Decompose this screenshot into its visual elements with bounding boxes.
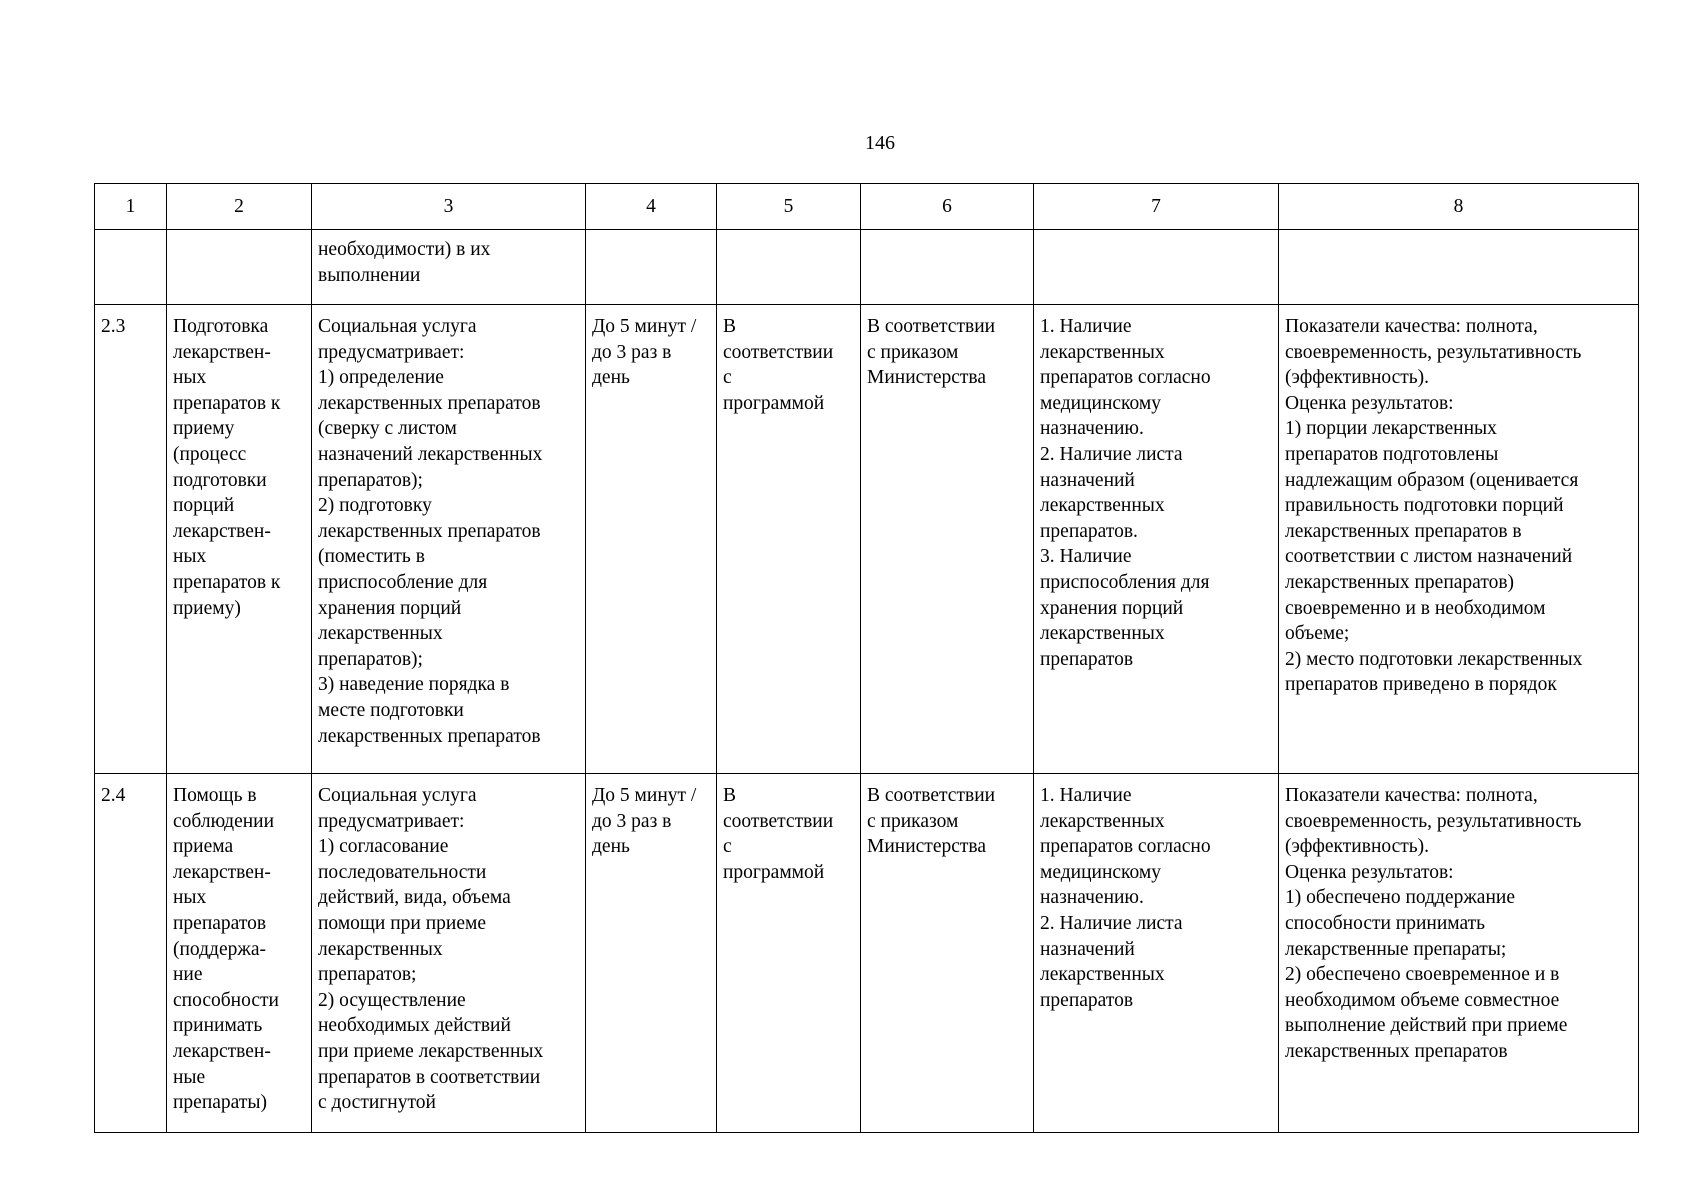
column-header: 3 xyxy=(312,184,586,230)
table-cell xyxy=(1279,230,1639,305)
column-header: 8 xyxy=(1279,184,1639,230)
table-header-row xyxy=(95,184,1639,230)
page-number: 146 xyxy=(865,132,895,154)
table-cell xyxy=(95,230,167,305)
service-description: Социальная услуга предусматривает: 1) согласование последовательности действий, вида, объема помощи при приеме лекарственных препаратов; 2) осуществление необходимых действий при приеме лекарственных препаратов в соответствии с достигнутой xyxy=(312,774,586,1133)
row-number: 2.3 xyxy=(95,305,167,774)
service-conditions: 1. Наличие лекарственных препаратов согласно медицинскому назначению. 2. Наличие листа назначений лекарственных препаратов. 3. Наличие приспособления для хранения порций лекарственных препаратов xyxy=(1034,305,1279,774)
table-cell: необходимости) в их выполнении xyxy=(312,230,586,305)
service-time: До 5 минут / до 3 раз в день xyxy=(586,305,717,774)
column-header: 7 xyxy=(1034,184,1279,230)
service-quality: Показатели качества: полнота, своевременность, результативность (эффективность). Оценка результатов: 1) обеспечено поддержание способности принимать лекарственные препараты; 2) обеспечено своевременное и в необходимом объеме совместное выполнение действий при приеме лекарственных препаратов xyxy=(1279,774,1639,1133)
service-name: Помощь в соблюдении приема лекарствен- ных препаратов (поддержа- ние способности принимать лекарствен- ные препараты) xyxy=(167,774,312,1133)
table-row xyxy=(95,305,1639,774)
column-header: 2 xyxy=(167,184,312,230)
service-quality: Показатели качества: полнота, своевременность, результативность (эффективность). Оценка результатов: 1) порции лекарственных препаратов подготовлены надлежащим образом (оценивается правильность подготовки порций лекарственных препаратов в соответствии с листом назначений лекарственных препаратов) своевременно и в необходимом объеме; 2) место подготовки лекарственных препаратов приведено в порядок xyxy=(1279,305,1639,774)
service-frequency: В соответствии с программой xyxy=(717,774,861,1133)
service-description: Социальная услуга предусматривает: 1) определение лекарственных препаратов (сверку с листом назначений лекарственных препаратов); 2) подготовку лекарственных препаратов (поместить в приспособление для хранения порций лекарственных препаратов); 3) наведение порядка в месте подготовки лекарственных препаратов xyxy=(312,305,586,774)
service-norm: В соответствии с приказом Министерства xyxy=(861,774,1034,1133)
column-header: 1 xyxy=(95,184,167,230)
services-table xyxy=(94,183,1639,1133)
table-cell xyxy=(1034,230,1279,305)
service-frequency: В соответствии с программой xyxy=(717,305,861,774)
table-cell xyxy=(717,230,861,305)
table-row xyxy=(95,230,1639,305)
service-norm: В соответствии с приказом Министерства xyxy=(861,305,1034,774)
table-row xyxy=(95,774,1639,1133)
service-conditions: 1. Наличие лекарственных препаратов согласно медицинскому назначению. 2. Наличие листа назначений лекарственных препаратов xyxy=(1034,774,1279,1133)
column-header: 5 xyxy=(717,184,861,230)
table-cell xyxy=(167,230,312,305)
column-header: 6 xyxy=(861,184,1034,230)
service-time: До 5 минут / до 3 раз в день xyxy=(586,774,717,1133)
row-number: 2.4 xyxy=(95,774,167,1133)
column-header: 4 xyxy=(586,184,717,230)
table-cell xyxy=(861,230,1034,305)
service-name: Подготовка лекарствен- ных препаратов к приему (процесс подготовки порций лекарствен- ных препаратов к приему) xyxy=(167,305,312,774)
table-cell xyxy=(586,230,717,305)
